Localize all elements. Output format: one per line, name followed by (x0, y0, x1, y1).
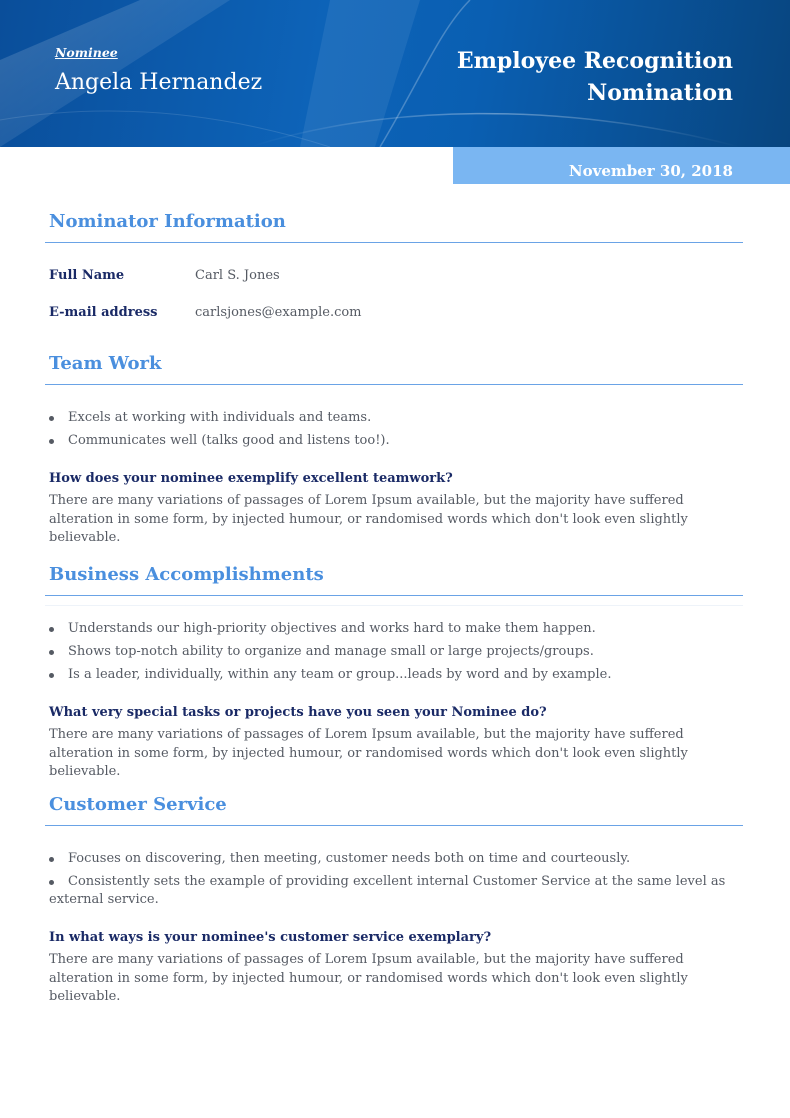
business-answer: There are many variations of passages of Lorem Ipsum available, but the majority have suffered alteration in some form, by injected humour, or randomised words which don't look even slightly believable. (49, 727, 688, 779)
list-item: Shows top-notch ability to organize and manage small or large projects/groups. (49, 643, 739, 661)
bullet-icon (49, 439, 54, 444)
header-banner (0, 0, 790, 147)
list-item: Focuses on discovering, then meeting, customer needs both on time and courteously. (49, 850, 739, 868)
teamwork-answer: There are many variations of passages of Lorem Ipsum available, but the majority have suffered alteration in some form, by injected humour, or randomised words which don't look even slightly believable. (49, 493, 688, 545)
section-title-nominator: Nominator Information (49, 211, 286, 232)
customer-answer: There are many variations of passages of Lorem Ipsum available, but the majority have suffered alteration in some form, by injected humour, or randomised words which don't look even slightly believable. (49, 952, 688, 1004)
section-divider-faint (45, 605, 743, 606)
document-title (413, 45, 733, 109)
section-divider-teamwork (45, 384, 743, 385)
email-value: carlsjones@example.com (195, 305, 362, 320)
nominee-name: Angela Hernandez (55, 70, 263, 95)
bullet-icon (49, 673, 54, 678)
business-question: What very special tasks or projects have you seen your Nominee do? (49, 705, 547, 720)
bullet-icon (49, 627, 54, 632)
list-item: Consistently sets the example of providing excellent internal Customer Service at the same level as external service. (49, 874, 726, 907)
email-label: E-mail address (49, 305, 158, 320)
bullet-icon (49, 416, 54, 421)
document-title-line1: Employee Recognition (456, 48, 733, 74)
section-divider-nominator (45, 242, 743, 243)
bullet-icon (49, 857, 54, 862)
bullet-icon (49, 650, 54, 655)
full-name-value: Carl S. Jones (195, 268, 280, 283)
list-item: Understands our high-priority objectives and works hard to make them happen. (49, 620, 739, 638)
section-title-business: Business Accomplishments (49, 564, 324, 585)
customer-question: In what ways is your nominee's customer service exemplary? (49, 930, 492, 945)
list-item: Excels at working with individuals and teams. (49, 409, 739, 427)
section-title-customer: Customer Service (49, 794, 227, 815)
document-title-line2: Nomination (587, 80, 733, 106)
list-item: Is a leader, individually, within any team or group...leads by word and by example. (49, 666, 739, 684)
teamwork-bullet-list (49, 409, 739, 455)
full-name-label: Full Name (49, 268, 125, 283)
nominee-label: Nominee (55, 45, 118, 60)
section-title-teamwork: Team Work (49, 353, 162, 374)
section-divider-business (45, 595, 743, 596)
section-divider-customer (45, 825, 743, 826)
list-item: Communicates well (talks good and listens too!). (49, 432, 739, 450)
nomination-date: November 30, 2018 (568, 162, 733, 180)
teamwork-question: How does your nominee exemplify excellent teamwork? (49, 471, 453, 486)
customer-bullet-list (49, 850, 739, 914)
bullet-icon (49, 880, 54, 885)
business-bullet-list (49, 620, 739, 689)
